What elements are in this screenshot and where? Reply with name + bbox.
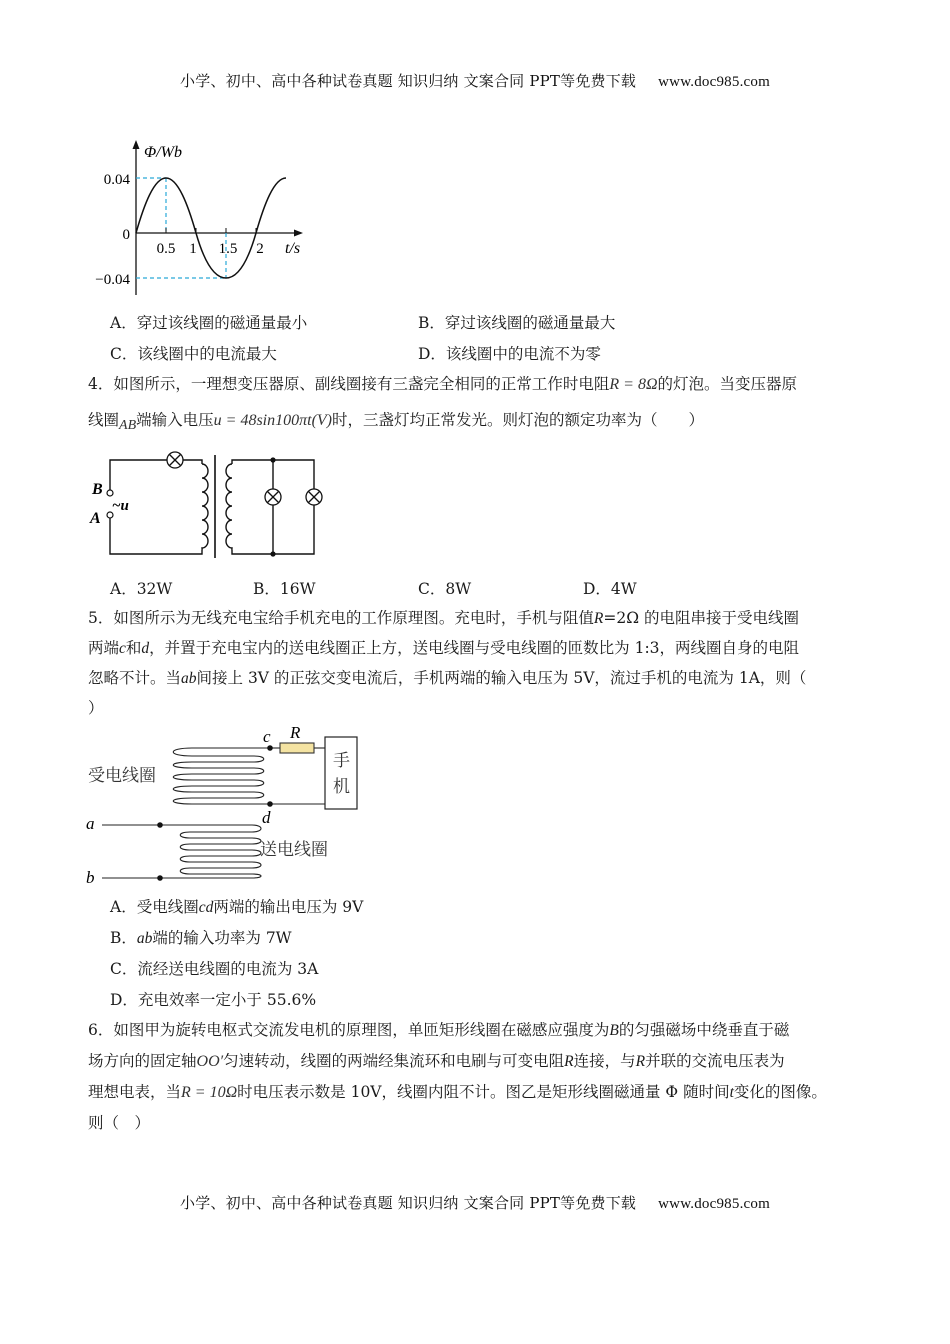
- y-tick-bottom: −0.04: [95, 272, 130, 288]
- q5-stem-line1: 5．如图所示为无线充电宝给手机充电的工作原理图。充电时，手机与阻值R=2Ω 的电阻串接于受电线圈: [88, 609, 799, 627]
- q4-option-a[interactable]: A．32W: [110, 580, 173, 598]
- q6-stem-line2: 场方向的固定轴OO′匀速转动，线圈的两端经集流环和电刷与可变电阻R连接，与R并联的交流电压表为: [88, 1052, 785, 1070]
- q5-stem-line2: 两端c和d，并置于充电宝内的送电线圈正上方，送电线圈与受电线圈的匝数比为 1:3，两线圈自身的电阻: [88, 639, 800, 657]
- svg-text:机: 机: [333, 777, 350, 797]
- q5-option-a[interactable]: A．受电线圈cd两端的输出电压为 9V: [110, 898, 364, 916]
- q4-stem-line1: 4．如图所示，一理想变压器原、副线圈接有三盏完全相同的正常工作时电阻R = 8Ω的灯泡。当变压器原: [88, 375, 798, 393]
- q3-option-d[interactable]: D．该线圈中的电流不为零: [418, 345, 601, 363]
- q5-option-b[interactable]: B．ab端的输入功率为 7W: [110, 929, 292, 947]
- receive-coil: [173, 748, 270, 804]
- q4-resistance-formula: R = 8Ω: [609, 376, 658, 393]
- svg-text:A: A: [90, 510, 101, 527]
- flux-curve: [136, 178, 286, 278]
- lamp-icon: [306, 489, 322, 505]
- q4-option-b[interactable]: B．16W: [253, 580, 316, 598]
- svg-text:送电线圈: 送电线圈: [260, 840, 328, 860]
- q6-stem-line4: 则（ ）: [88, 1114, 151, 1132]
- page-footer: [0, 1192, 950, 1213]
- header-text: 小学、初中、高中各种试卷真题 知识归纳 文案合同 PPT等免费下载: [180, 72, 637, 90]
- svg-text:a: a: [86, 814, 95, 833]
- svg-text:b: b: [86, 868, 95, 887]
- q6-stem-line1: 6．如图甲为旋转电枢式交流发电机的原理图，单匝矩形线圈在磁感应强度为B的匀强磁场中绕垂直于磁: [88, 1021, 790, 1039]
- svg-text:d: d: [262, 808, 271, 827]
- lamp-icon: [265, 489, 281, 505]
- y-axis-arrow-icon: [133, 140, 140, 149]
- x-axis-arrow-icon: [294, 230, 303, 237]
- wireless-charging-diagram: [82, 722, 382, 890]
- phone-box: [325, 737, 357, 809]
- q5-option-c[interactable]: C．流经送电线圈的电流为 3A: [110, 960, 319, 978]
- svg-text:手: 手: [333, 751, 350, 771]
- lamp-icon: [167, 452, 183, 468]
- q5-stem-line3: 忽略不计。当ab间接上 3V 的正弦交变电流后，手机两端的输入电压为 5V，流过手机的电流为 1A，则（: [88, 669, 807, 687]
- footer-url: www.doc985.com: [658, 1196, 770, 1212]
- x-tick-0.5: 0.5: [156, 241, 176, 257]
- svg-text:R: R: [290, 723, 301, 742]
- q6-stem-line3: 理想电表，当R = 10Ω时电压表示数是 10V，线圈内阻不计。图乙是矩形线圈磁通量 Φ 随时间t变化的图像。: [88, 1083, 827, 1101]
- svg-text:c: c: [263, 727, 271, 746]
- y-tick-top: 0.04: [103, 172, 130, 188]
- q3-option-a[interactable]: A．穿过该线圈的磁通量最小: [110, 314, 308, 332]
- resistor-icon: [280, 743, 314, 753]
- q4-voltage-formula: u = 48sin100πt(V): [213, 412, 332, 429]
- y-axis-label: Φ/Wb: [144, 144, 182, 161]
- svg-text:受电线圈: 受电线圈: [88, 766, 156, 786]
- q3-option-c[interactable]: C．该线圈中的电流最大: [110, 345, 277, 363]
- q4-stem-line2: 线圈AB端输入电压u = 48sin100πt(V)时，三盏灯均正常发光。则灯泡的额定功率为（ ）: [88, 411, 705, 433]
- header-url: www.doc985.com: [658, 74, 770, 90]
- transformer-circuit-diagram: [82, 450, 342, 560]
- q4-option-d[interactable]: D．4W: [583, 580, 637, 598]
- q3-option-b[interactable]: B．穿过该线圈的磁通量最大: [418, 314, 616, 332]
- svg-text:B: B: [92, 481, 103, 498]
- flux-time-chart: [82, 135, 322, 300]
- x-tick-2: 2: [256, 241, 264, 257]
- x-axis-label: t/s: [285, 240, 301, 257]
- q4-option-c[interactable]: C．8W: [418, 580, 472, 598]
- svg-text:~u: ~u: [112, 498, 129, 514]
- x-tick-1.5: 1.5: [218, 241, 238, 257]
- page-header: [0, 70, 950, 91]
- q5-stem-line4: ）: [88, 699, 104, 717]
- footer-text: 小学、初中、高中各种试卷真题 知识归纳 文案合同 PPT等免费下载: [180, 1194, 637, 1212]
- q5-option-d[interactable]: D．充电效率一定小于 55.6%: [110, 991, 317, 1009]
- y-tick-zero: 0: [122, 227, 130, 243]
- x-tick-1: 1: [189, 241, 197, 257]
